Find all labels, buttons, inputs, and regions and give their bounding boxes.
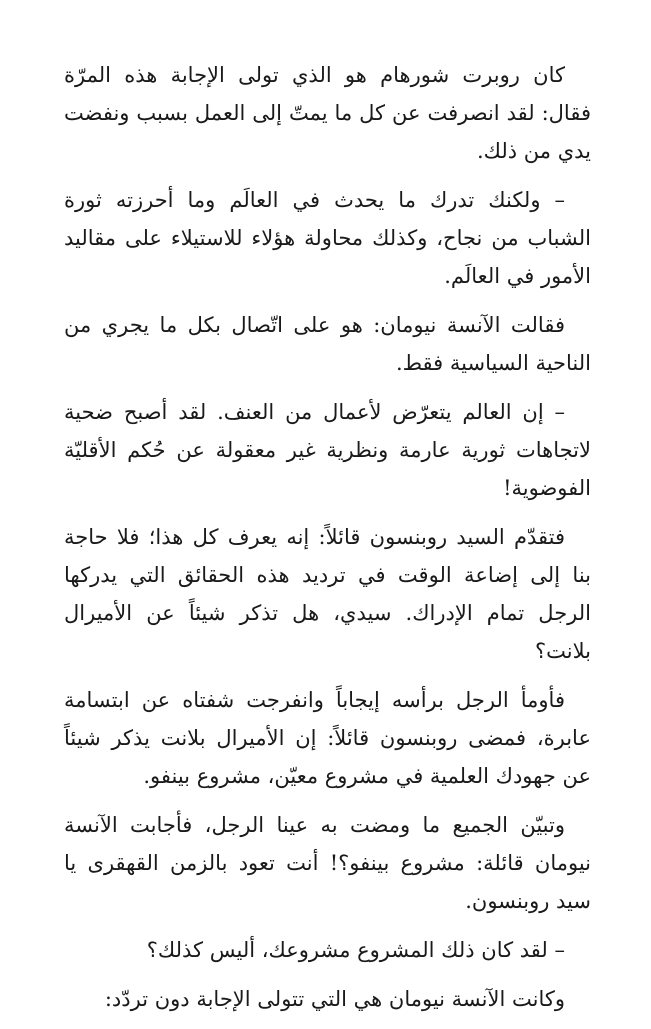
paragraph-7: وتبيّن الجميع ما ومضت به عينا الرجل، فأجابت الآنسة نيومان قائلة: مشروع بينفو؟! أنت تعود بالزمن القهقرى يا سيد روبنسون.: [64, 813, 591, 913]
page-text: [64, 56, 591, 1029]
paragraph-5: فتقدّم السيد روبنسون قائلاً: إنه يعرف كل هذا؛ فلا حاجة بنا إلى إضاعة الوقت في ترديد هذه الحقائق التي يدركها الرجل تمام الإدراك. سيدي، هل تذكر شيئاً عن الأميرال بلانت؟: [64, 525, 591, 663]
paragraph-4: – إن العالم يتعرّض لأعمال من العنف. لقد أصبح ضحية لاتجاهات ثورية عارمة ونظرية غير معقولة عن حُكم الأقليّة الفوضوية!: [64, 400, 591, 500]
paragraph-2: – ولكنك تدرك ما يحدث في العالَم وما أحرزته ثورة الشباب من نجاح، وكذلك محاولة هؤلاء للاستيلاء على مقاليد الأمور في العالَم.: [64, 188, 591, 288]
paragraph-8: – لقد كان ذلك المشروع مشروعك، أليس كذلك؟: [146, 938, 565, 962]
paragraph-1: كان روبرت شورهام هو الذي تولى الإجابة هذه المرّة فقال: لقد انصرفت عن كل ما يمتّ إلى العمل بسبب ونفضت يدي من ذلك.: [64, 63, 591, 163]
paragraph-6: فأومأ الرجل برأسه إيجاباً وانفرجت شفتاه عن ابتسامة عابرة، فمضى روبنسون قائلاً: إن الأميرال بلانت يذكر شيئاً عن جهودك العلمية في مشروع معيّن، مشروع بينفو.: [64, 688, 591, 788]
paragraph-9: وكانت الآنسة نيومان هي التي تتولى الإجابة دون تردّد:: [104, 987, 565, 1011]
paragraph-3: فقالت الآنسة نيومان: هو على اتّصال بكل ما يجري من الناحية السياسية فقط.: [64, 313, 591, 375]
